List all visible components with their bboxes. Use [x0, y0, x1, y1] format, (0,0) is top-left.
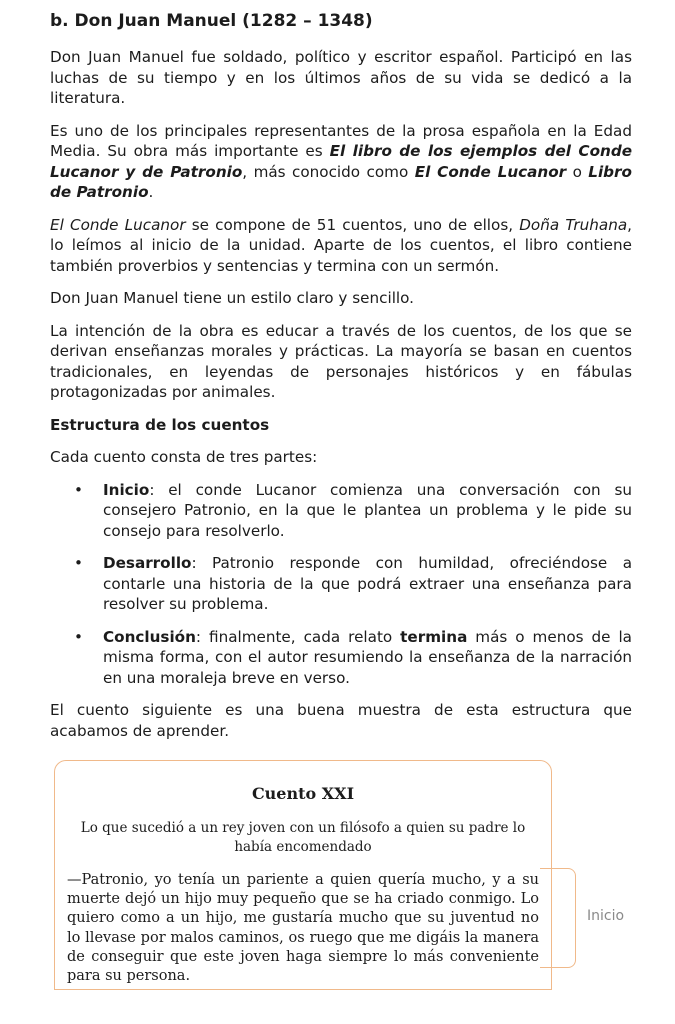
paragraph-composition	[50, 215, 632, 277]
story-subtitle: Lo que sucedió a un rey joven con un filósofo a quien su padre lo había encomendado	[80, 820, 526, 855]
paragraph-style: Don Juan Manuel tiene un estilo claro y sencillo.	[50, 289, 414, 307]
book-title-full: El libro de los ejemplos del Conde Lucanor y de Patronio	[50, 142, 632, 181]
list-item-inicio	[50, 480, 632, 542]
bullet-icon: •	[74, 627, 83, 646]
list-item-term: Inicio	[103, 480, 150, 499]
story-body: —Patronio, yo tenía un pariente a quien quería mucho, y a su muerte dejó un hijo muy pequeño que se ha criado conmigo. Lo quiero como a un hijo, me gustaría mucho que su juventud no lo llevase por malos caminos, os ruego que me digáis la manera de conseguir que este joven haga siempre lo más conveniente para su persona.	[67, 872, 539, 985]
section-heading: b. Don Juan Manuel (1282 – 1348)	[50, 11, 373, 31]
inicio-bracket	[540, 868, 576, 968]
list-item-text: : Patronio responde con humildad, ofreciéndose a contarle una historia de la que podrá extraer una enseñanza para resolver su problema.	[103, 554, 632, 613]
story-title: Cuento XXI	[251, 784, 355, 803]
paragraph-composition-text-2: , lo leímos al inicio de la unidad. Aparte de los cuentos, el libro contiene también proverbios y sentencias y termina con un sermón.	[50, 215, 632, 275]
paragraph-main-work-text-3: o	[566, 162, 589, 181]
book-title-italic: El Conde Lucanor	[50, 215, 186, 234]
paragraph-main-work-text-4: .	[148, 183, 154, 201]
book-title-alt: Libro de Patronio	[50, 162, 632, 201]
list-item-term: Conclusión	[103, 627, 196, 646]
list-item-conclusion	[50, 627, 632, 689]
paragraph-intention: La intención de la obra es educar a través de los cuentos, de los que se derivan enseñanzas morales y prácticas. La mayoría se basan en cuentos tradicionales, en leyendas de personajes históricos y en fábulas protagonizadas por animales.	[50, 321, 632, 401]
paragraph-main-work-text-2: , más conocido como	[242, 162, 415, 181]
list-item-desarrollo	[50, 553, 632, 615]
bullet-icon: •	[74, 480, 83, 499]
document-page	[50, 10, 632, 753]
paragraph-composition-text-1: se compone de 51 cuentos, uno de ellos,	[185, 215, 520, 234]
paragraph-main-work	[50, 121, 632, 203]
story-box	[54, 760, 552, 990]
paragraph-closing: El cuento siguiente es una buena muestra de esta estructura que acabamos de aprender.	[50, 701, 632, 740]
structure-intro: Cada cuento consta de tres partes:	[50, 448, 318, 466]
structure-list	[50, 480, 632, 689]
list-item-term: Desarrollo	[103, 554, 192, 572]
list-item-text: : el conde Lucanor comienza una conversación con su consejero Patronio, en la que le plantea un problema y le pide su consejo para resolverlo.	[103, 480, 632, 540]
list-item-bold-word: termina	[400, 627, 468, 646]
paragraph-biography: Don Juan Manuel fue soldado, político y escritor español. Participó en las luchas de su tiempo y en los últimos años de su vida se dedicó a la literatura.	[50, 48, 632, 107]
structure-subheading: Estructura de los cuentos	[50, 415, 270, 434]
paragraph-main-work-text-1: Es uno de los principales representantes de la prosa española en la Edad Media. Su obra más importante es	[50, 121, 632, 160]
bullet-icon: •	[74, 554, 83, 572]
story-title-italic: Doña Truhana	[519, 215, 628, 234]
inicio-label: Inicio	[587, 908, 625, 924]
list-item-text-2: más o menos de la misma forma, con el autor resumiendo la enseñanza de la narración en una moraleja breve en verso.	[103, 627, 632, 687]
book-title-short: El Conde Lucanor	[414, 162, 567, 181]
list-item-text: : finalmente, cada relato	[195, 627, 401, 646]
